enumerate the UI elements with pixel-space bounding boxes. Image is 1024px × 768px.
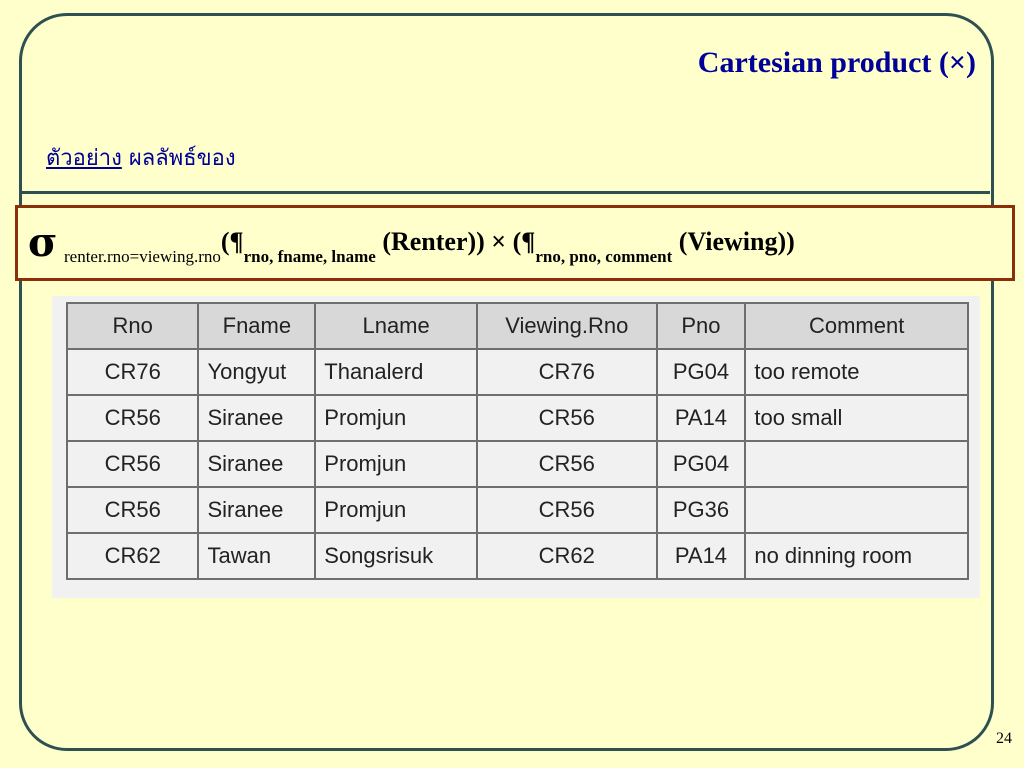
table-cell: Songsrisuk bbox=[315, 533, 477, 579]
table-row bbox=[67, 441, 968, 487]
table-cell: PG36 bbox=[657, 487, 746, 533]
expr-open-1: (¶ bbox=[220, 227, 244, 256]
table-cell: CR56 bbox=[477, 441, 657, 487]
table-cell: Siranee bbox=[198, 395, 315, 441]
projection-2-attributes: rno, pno, comment bbox=[535, 247, 673, 266]
selection-condition: renter.rno=viewing.rno bbox=[64, 247, 221, 266]
slide-subtitle bbox=[46, 140, 236, 175]
table-cell: too remote bbox=[745, 349, 968, 395]
projection-1-attributes: rno, fname, lname bbox=[243, 247, 376, 266]
column-header: Rno bbox=[67, 303, 198, 349]
slide-title: Cartesian product (×) bbox=[697, 46, 976, 79]
expression-box bbox=[15, 205, 1015, 281]
relation-2: (Viewing)) bbox=[672, 227, 795, 256]
table-cell bbox=[745, 441, 968, 487]
table-cell: Promjun bbox=[315, 441, 477, 487]
divider-line bbox=[22, 191, 990, 194]
column-header: Lname bbox=[315, 303, 477, 349]
result-table-image bbox=[52, 296, 980, 598]
relational-algebra-expression bbox=[28, 218, 795, 281]
table-cell: Promjun bbox=[315, 395, 477, 441]
table-cell: CR62 bbox=[477, 533, 657, 579]
table-cell: no dinning room bbox=[745, 533, 968, 579]
column-header: Fname bbox=[198, 303, 315, 349]
table-cell: Siranee bbox=[198, 487, 315, 533]
table-row bbox=[67, 533, 968, 579]
table-cell: CR62 bbox=[67, 533, 198, 579]
table-cell: CR56 bbox=[67, 441, 198, 487]
table-cell: Promjun bbox=[315, 487, 477, 533]
column-header: Pno bbox=[657, 303, 746, 349]
subtitle-underlined: ตัวอย่าง bbox=[46, 146, 122, 171]
result-table bbox=[66, 302, 969, 580]
table-cell: CR76 bbox=[67, 349, 198, 395]
table-cell: PG04 bbox=[657, 441, 746, 487]
column-header: Viewing.Rno bbox=[477, 303, 657, 349]
table-header-row bbox=[67, 303, 968, 349]
table-cell: PG04 bbox=[657, 349, 746, 395]
table-cell: CR56 bbox=[67, 395, 198, 441]
table-row bbox=[67, 395, 968, 441]
subtitle-rest: ผลลัพธ์ของ bbox=[121, 146, 236, 171]
table-cell: Yongyut bbox=[198, 349, 315, 395]
table-cell: CR56 bbox=[477, 487, 657, 533]
table-cell bbox=[745, 487, 968, 533]
table-cell: CR56 bbox=[67, 487, 198, 533]
table-cell: CR76 bbox=[477, 349, 657, 395]
table-cell: PA14 bbox=[657, 395, 746, 441]
sigma-symbol: σ bbox=[28, 219, 58, 266]
table-cell: Thanalerd bbox=[315, 349, 477, 395]
table-cell: PA14 bbox=[657, 533, 746, 579]
relation-1: (Renter)) × (¶ bbox=[375, 227, 536, 256]
table-row bbox=[67, 487, 968, 533]
table-cell: Siranee bbox=[198, 441, 315, 487]
table-cell: too small bbox=[745, 395, 968, 441]
table-row bbox=[67, 349, 968, 395]
table-cell: CR56 bbox=[477, 395, 657, 441]
page-number: 24 bbox=[996, 730, 1012, 747]
table-cell: Tawan bbox=[198, 533, 315, 579]
column-header: Comment bbox=[745, 303, 968, 349]
